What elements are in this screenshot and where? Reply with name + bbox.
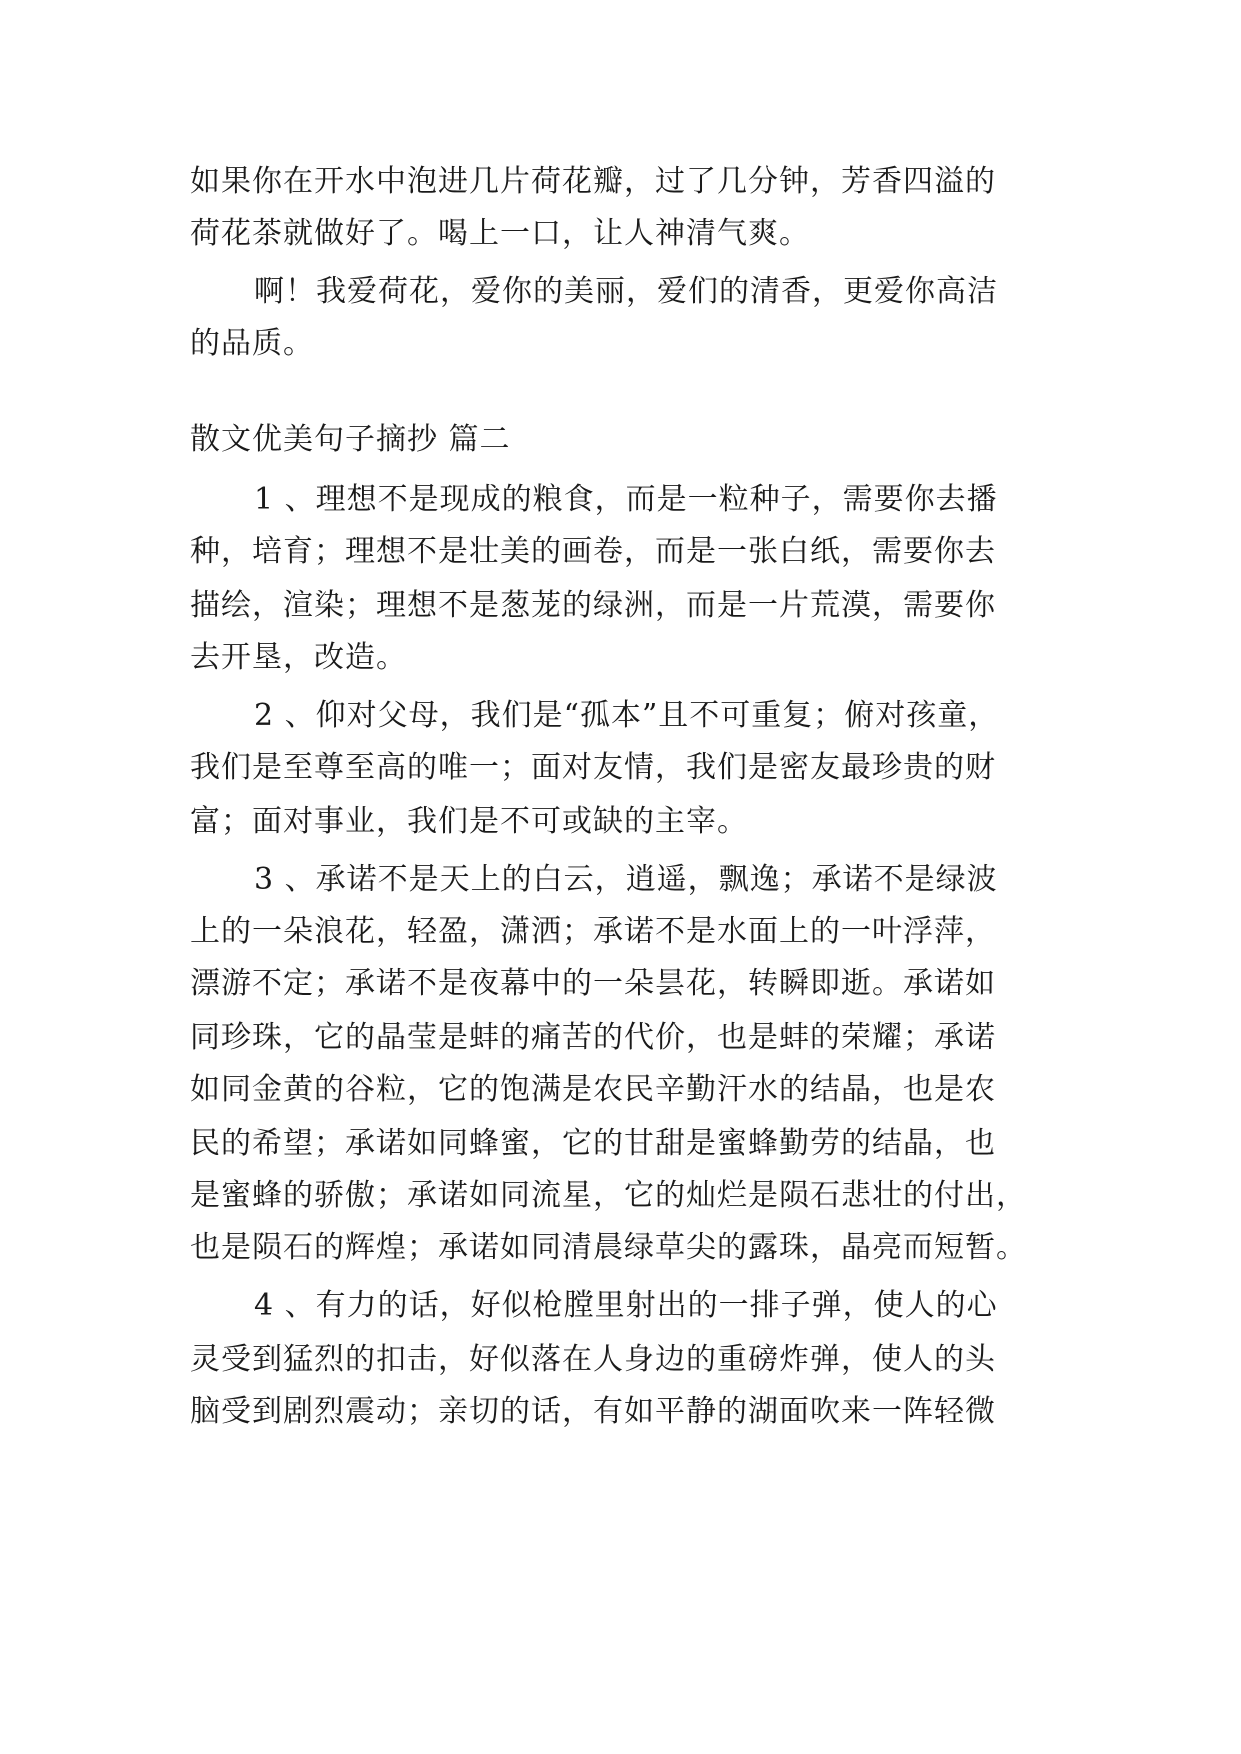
paragraph-line: 1 、理想不是现成的粮食，而是一粒种子，需要你去播 bbox=[254, 482, 998, 517]
paragraph-line: 荷花茶就做好了。喝上一口，让人神清气爽。 bbox=[190, 216, 810, 251]
paragraph-line: 漂游不定；承诺不是夜幕中的一朵昙花，转瞬即逝。承诺如 bbox=[190, 966, 996, 1001]
paragraph-line: 如果你在开水中泡进几片荷花瓣，过了几分钟，芳香四溢的 bbox=[190, 164, 996, 199]
paragraph-line: 4 、有力的话，好似枪膛里射出的一排子弹，使人的心 bbox=[254, 1288, 998, 1323]
paragraph-line: 灵受到猛烈的扣击，好似落在人身边的重磅炸弹，使人的头 bbox=[190, 1342, 996, 1377]
paragraph-line: 种，培育；理想不是壮美的画卷，而是一张白纸，需要你去 bbox=[190, 534, 996, 569]
paragraph-line: 描绘，渲染；理想不是葱茏的绿洲，而是一片荒漠，需要你 bbox=[190, 588, 996, 623]
paragraph-line: 的品质。 bbox=[190, 326, 314, 361]
paragraph-line: 脑受到剧烈震动；亲切的话，有如平静的湖面吹来一阵轻微 bbox=[190, 1394, 996, 1429]
section-heading: 散文优美句子摘抄 篇二 bbox=[190, 422, 511, 457]
paragraph-line: 2 、仰对父母，我们是“孤本”且不可重复；俯对孩童， bbox=[254, 698, 1000, 733]
paragraph-line: 啊！我爱荷花，爱你的美丽，爱们的清香，更爱你高洁 bbox=[254, 274, 998, 309]
paragraph-line: 去开垦，改造。 bbox=[190, 640, 407, 675]
paragraph-line: 民的希望；承诺如同蜂蜜，它的甘甜是蜜蜂勤劳的结晶，也 bbox=[190, 1126, 996, 1161]
paragraph-line: 同珍珠，它的晶莹是蚌的痛苦的代价，也是蚌的荣耀；承诺 bbox=[190, 1020, 996, 1055]
paragraph-line: 富；面对事业，我们是不可或缺的主宰。 bbox=[190, 804, 748, 839]
paragraph-line: 是蜜蜂的骄傲；承诺如同流星，它的灿烂是陨石悲壮的付出， bbox=[190, 1178, 1027, 1213]
paragraph-line: 如同金黄的谷粒，它的饱满是农民辛勤汗水的结晶，也是农 bbox=[190, 1072, 996, 1107]
paragraph-line: 3 、承诺不是天上的白云，逍遥，飘逸；承诺不是绿波 bbox=[254, 862, 998, 897]
paragraph-line: 我们是至尊至高的唯一；面对友情，我们是密友最珍贵的财 bbox=[190, 750, 996, 785]
paragraph-line: 上的一朵浪花，轻盈，潇洒；承诺不是水面上的一叶浮萍， bbox=[190, 914, 996, 949]
paragraph-line: 也是陨石的辉煌；承诺如同清晨绿草尖的露珠，晶亮而短暂。 bbox=[190, 1230, 1027, 1265]
